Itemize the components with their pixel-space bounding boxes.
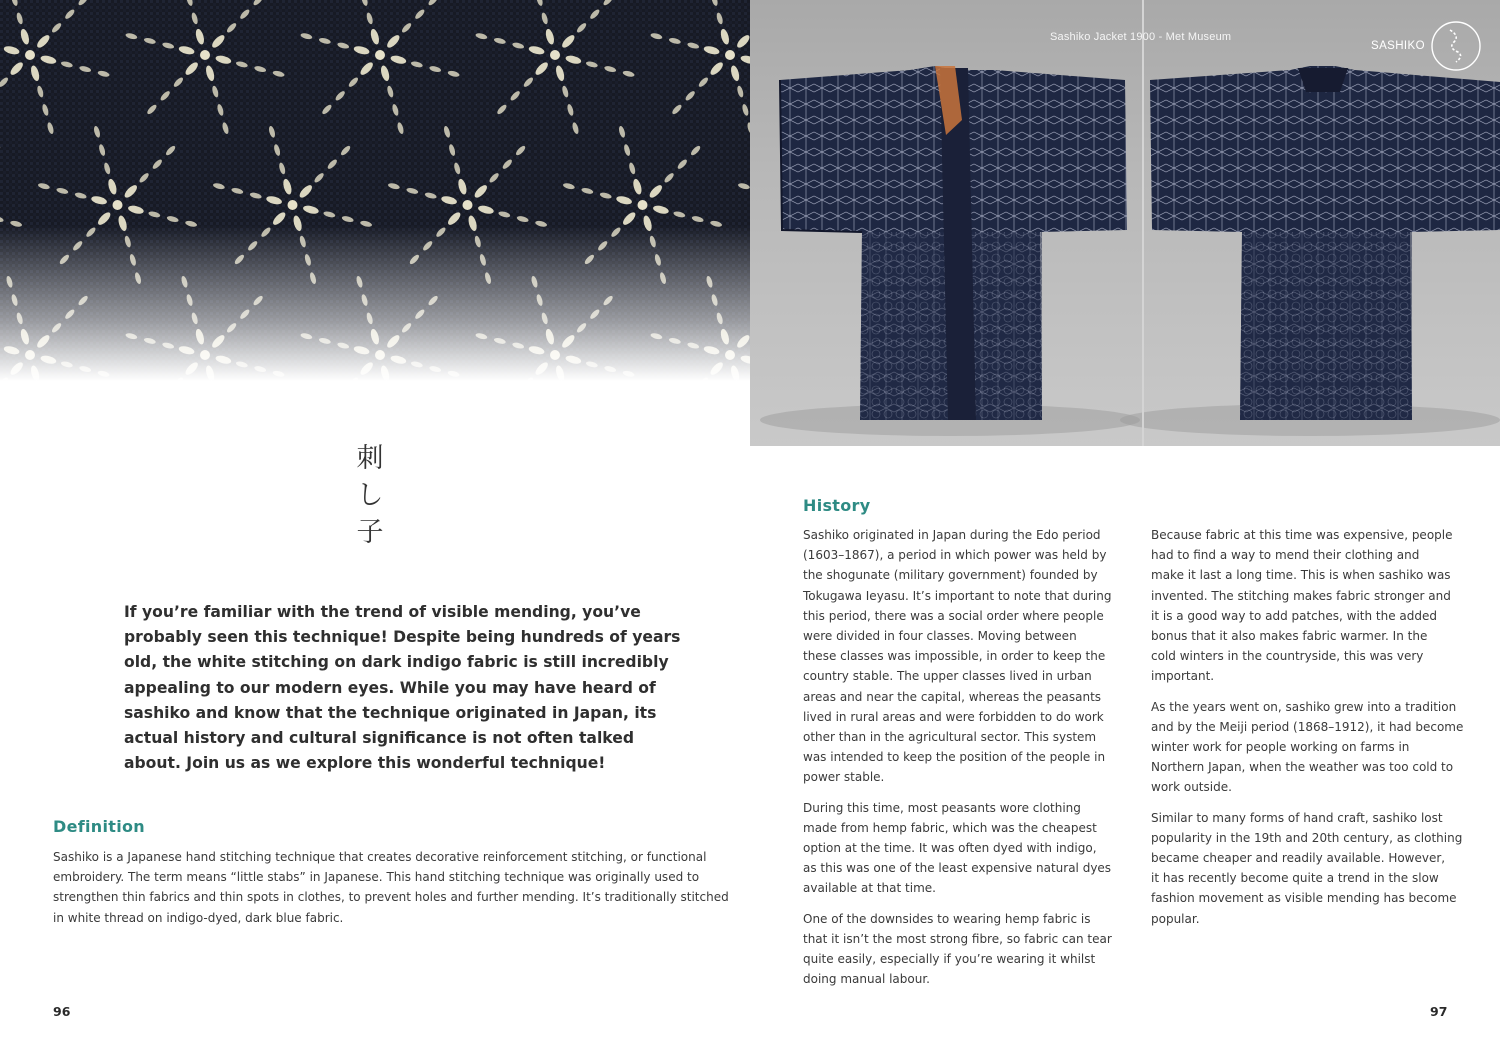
definition-line: embroidery. The term means “little stabs” in Japanese. This hand stitching technique was originally used to [53,870,700,885]
history-column-1 [803,525,1133,999]
kimono-photo [750,0,1500,446]
history-line: Northern Japan, when the weather was too cold to [1151,760,1454,775]
history-line: Because fabric at this time was expensive, people [1151,528,1453,542]
history-line: bonus that it also makes fabric warmer. In the [1151,629,1428,644]
brand-label: SASHIKO [1371,40,1425,52]
history-line: areas and near the capital, whereas the peasants [803,689,1102,704]
history-line: country stable. The upper classes lived in urban [803,669,1092,684]
history-paragraph [803,525,1133,788]
history-line: important. [1151,669,1215,684]
history-line: other than in the agricultural sector. This system [803,730,1097,745]
history-line: doing manual labour. [803,972,930,987]
history-paragraph [803,909,1133,990]
history-line: winter work for people working on farms in [1151,740,1410,755]
page-number-right: 97 [1430,1004,1448,1019]
history-line: option at the time. It was often dyed with indigo, [803,841,1097,856]
sashiko-logo-icon [1430,20,1482,72]
definition-line: Sashiko is a Japanese hand stitching technique that creates decorative reinforcement stitching, or functional [53,850,707,864]
history-line: were divided in four classes. Moving between [803,629,1077,644]
history-line: lived in rural areas and were forbidden to do work [803,709,1104,724]
history-line: made from hemp fabric, which was the cheapest [803,820,1097,835]
history-paragraph [1151,697,1481,798]
history-line: One of the downsides to wearing hemp fabric is [803,911,1091,926]
history-line: cold winters in the countryside, this was very [1151,649,1424,664]
definition-heading: Definition [53,817,145,836]
history-line: became cheaper and readily available. However, [1151,851,1446,866]
history-line: available at that time. [803,881,936,896]
kanji-char: し [356,480,384,511]
history-line: As the years went on, sashiko grew into a tradition [1151,699,1457,714]
history-line: Tokugawa Ieyasu. It’s important to note that during [803,588,1112,603]
history-line: work outside. [1151,780,1232,795]
intro-line: If you’re familiar with the trend of visible mending, you’ve [124,603,641,621]
photo-caption: Sashiko Jacket 1900 - Met Museum [1050,31,1232,43]
kanji-char: 刺 [356,443,384,474]
history-column-2 [1151,525,1481,939]
history-line: the shogunate (military government) founded by [803,568,1098,583]
history-line: Similar to many forms of hand craft, sashiko lost [1151,810,1443,825]
history-line: popular. [1151,911,1200,926]
history-line: had to find a way to mend their clothing and [1151,548,1420,563]
definition-text [53,847,729,928]
history-line: During this time, most peasants wore clothing [803,800,1081,815]
history-line: (1603–1867), a period in which power was held by [803,548,1107,563]
history-line: it is a good way to add patches, with the added [1151,608,1438,623]
history-line: these classes was impossible, in order to keep the [803,649,1106,664]
history-heading: History [803,496,871,515]
history-line: Sashiko originated in Japan during the Edo period [803,528,1101,542]
intro-line: about. Join us as we explore this wonderful technique! [124,754,606,773]
photo-divider [1142,0,1144,446]
history-line: it has recently become quite a trend in the slow [1151,871,1439,886]
history-line: fashion movement as visible mending has become [1151,891,1457,906]
intro-line: probably seen this technique! Despite being hundreds of years [124,628,681,647]
history-paragraph [1151,525,1481,687]
history-line: and by the Meiji period (1868–1912), it had become [1151,719,1464,734]
kimono-back [1150,66,1500,420]
history-line: make it last a long time. This is when sashiko was [1151,568,1451,583]
history-line: as this was one of the least expensive natural dyes [803,861,1112,876]
history-line: quite easily, especially if you’re wearing it whilst [803,952,1096,967]
history-paragraph [1151,808,1481,929]
intro-line: sashiko and know that the technique originated in Japan, its [124,703,657,722]
sashiko-kanji [352,440,388,551]
definition-line: strengthen thin fabrics and thin spots in clothes, to prevent holes and further mending. It’s traditionally stitched [53,890,729,905]
history-line: was intended to keep the position of the people in [803,750,1106,765]
kanji-char: 子 [356,517,384,548]
intro-paragraph [124,600,681,776]
intro-line: old, the white stitching on dark indigo fabric is still incredibly [124,653,669,672]
history-line: power stable. [803,770,885,785]
intro-line: actual history and cultural significance is not often talked [124,729,634,748]
page-number-left: 96 [53,1004,71,1019]
history-paragraph [803,798,1133,899]
history-line: that it isn’t the most strong fibre, so fabric can tear [803,931,1112,946]
history-line: this period, there was a social order where people [803,608,1104,623]
sashiko-fabric-closeup [0,0,750,410]
kimono-front [780,66,1127,420]
history-line: invented. The stitching makes fabric stronger and [1151,588,1451,603]
intro-line: appealing to our modern eyes. While you may have heard of [124,678,656,697]
definition-line: in white thread on indigo-dyed, dark blue fabric. [53,910,344,925]
history-line: popularity in the 19th and 20th century, as clothing [1151,830,1463,845]
